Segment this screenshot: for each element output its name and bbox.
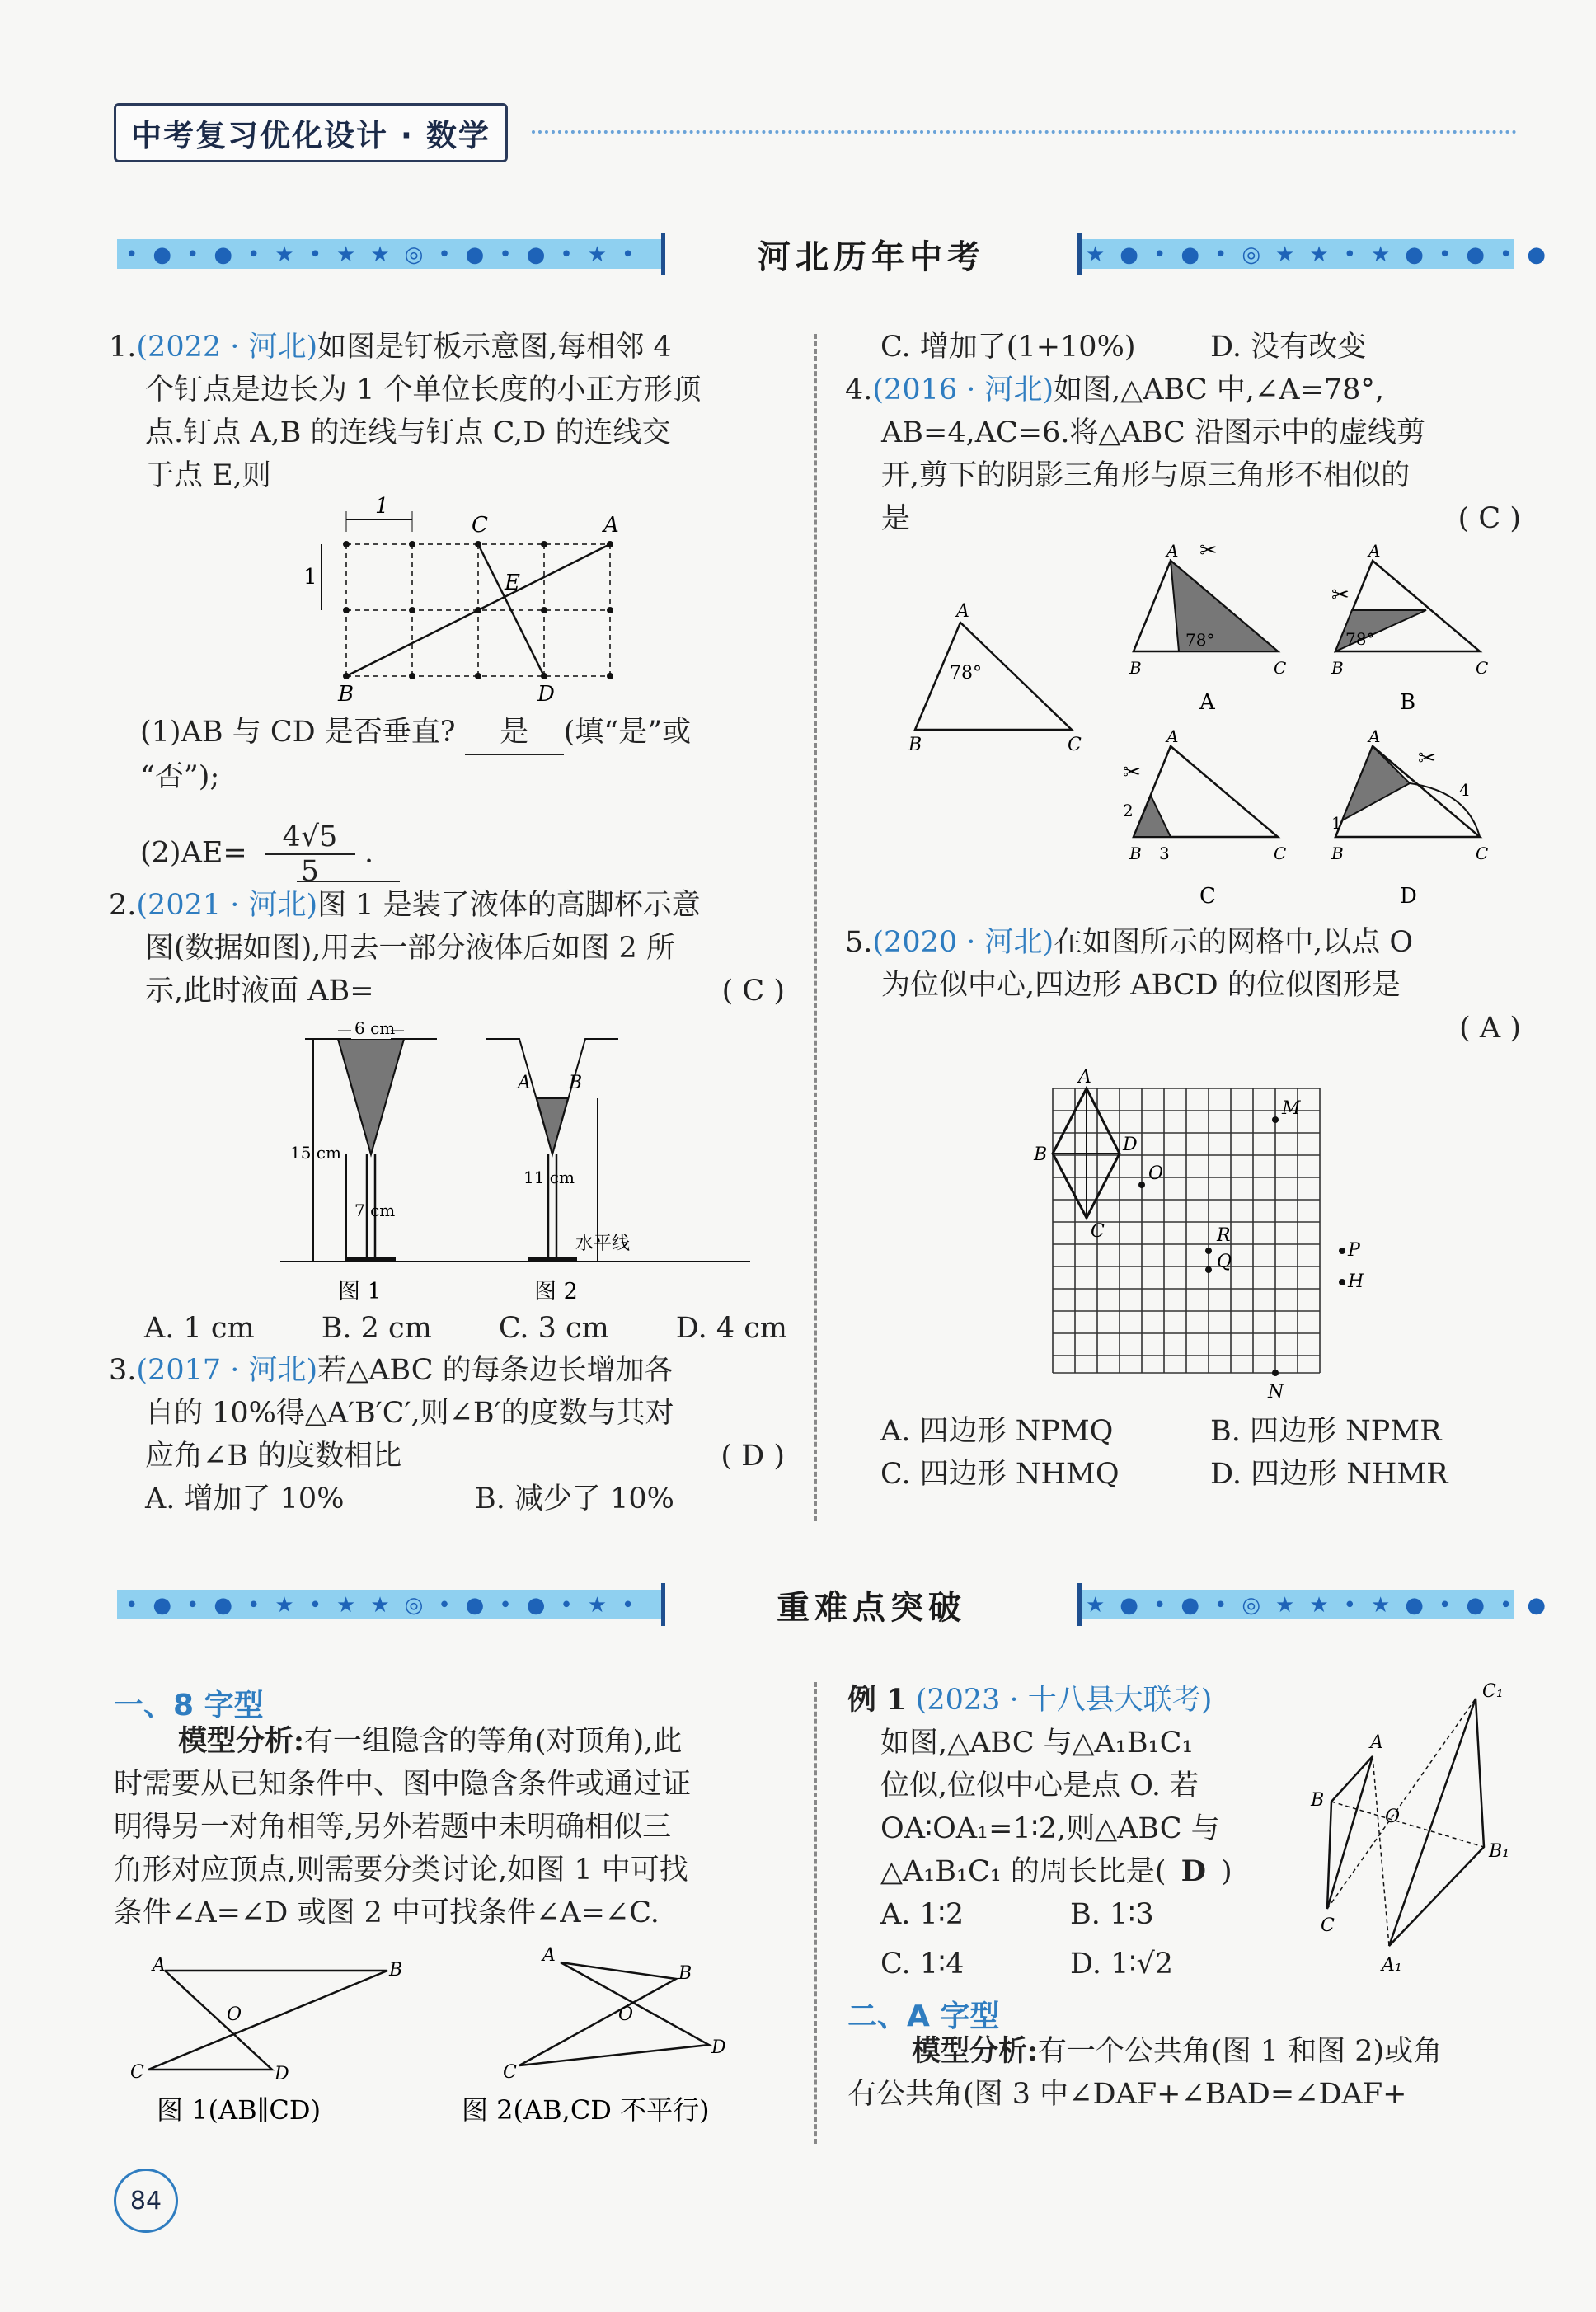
q5-label-a: A [1078, 1067, 1091, 1088]
svg-text:A: A [1166, 541, 1179, 561]
q2-option-c: C. 3 cm [498, 1312, 609, 1345]
q3-stem-line3: 应角∠B 的度数相比 [145, 1440, 402, 1473]
q1-pegboard-figure [289, 495, 635, 709]
q4-orig-label-a: A [956, 601, 969, 622]
heading-8-shape: 一、8 字型 [114, 1689, 264, 1722]
section-title-history: 河北历年中考 [661, 233, 1082, 275]
q4-caption-c: C [1199, 884, 1216, 909]
model-8-line4: 角形对应顶点,则需要分类讨论,如图 1 中可找 [114, 1854, 688, 1887]
q1-label-one-top: 1 [375, 494, 389, 519]
model-8-line2: 时需要从已知条件中、图中隐含条件或通过证 [114, 1768, 692, 1801]
q2-options [144, 1307, 787, 1350]
q1-part1-answer: 是 [465, 711, 564, 755]
fig1-label-o: O [227, 2004, 242, 2025]
q3-option-c: C. 增加了(1+10%) [880, 331, 1136, 364]
q2-label-6cm: 6 cm [354, 1018, 396, 1038]
q2-caption-fig1: 图 1 [338, 1279, 382, 1304]
q4-stem-line2: AB=4,AC=6.将△ABC 沿图示中的虚线剪 [881, 416, 1425, 449]
fig1-label-a: A [153, 1955, 166, 1976]
q5-grid-figure [1030, 1067, 1364, 1406]
q2-option-b: B. 2 cm [321, 1312, 432, 1345]
fig2-label-c: C [503, 2062, 517, 2083]
fig1-caption: 图 1(AB∥CD) [157, 2094, 322, 2126]
question-3 [109, 1349, 785, 1520]
section-band-difficult [117, 1583, 1561, 1627]
svg-text:B: B [1129, 658, 1142, 678]
q3-source: (2017 · 河北) [136, 1354, 318, 1387]
example-1 [847, 1679, 1342, 1985]
q4-orig-angle: 78° [950, 663, 982, 684]
q4-triangle-figure [890, 538, 1517, 923]
q2-answer: ( C ) [721, 975, 785, 1008]
svg-text:B: B [1331, 844, 1344, 863]
svg-text:78°: 78° [1345, 629, 1375, 649]
q5-label-h: H [1348, 1271, 1364, 1292]
q5-label-p: P [1348, 1240, 1360, 1261]
example1-option-a: A. 1∶2 [880, 1898, 965, 1931]
q5-label-m: M [1282, 1098, 1301, 1119]
q4-orig-label-b: B [908, 735, 922, 755]
q1-label-a: A [603, 513, 619, 538]
q4-stem: 如图,△ABC 中,∠A=78°, [1054, 374, 1384, 406]
question-5 [845, 921, 1521, 1050]
example1-line4: △A₁B₁C₁ 的周长比是( [880, 1855, 1166, 1888]
svg-text:C: C [1274, 658, 1287, 678]
band-dots-left: •●•●•★•★★◎•●•●•★• [125, 242, 650, 267]
q1-part2 [140, 820, 486, 888]
example1-answer: D [1181, 1854, 1206, 1888]
q5-label-n: N [1268, 1382, 1284, 1403]
q2-label-15cm: 15 cm [290, 1143, 341, 1163]
q1-part2-end: . [364, 836, 374, 870]
q4-number: 4. [845, 374, 873, 406]
svg-text:✂: ✂ [1418, 746, 1436, 771]
q3-answer: ( D ) [721, 1440, 785, 1473]
q5-label-d: D [1123, 1135, 1138, 1155]
q1-part1-text: (1)AB 与 CD 是否垂直? [140, 716, 456, 749]
q5-options [880, 1410, 1523, 1496]
svg-text:A: A [1368, 541, 1381, 561]
example1-source: (2023 · 十八县大联考) [915, 1684, 1213, 1717]
model-a-line1: 有一个公共角(图 1 和图 2)或角 [1037, 2035, 1443, 2068]
q5-label-r: R [1217, 1225, 1231, 1246]
svg-text:✂: ✂ [1331, 583, 1350, 608]
q4-caption-b: B [1400, 690, 1416, 715]
example1-line1: 如图,△ABC 与△A₁B₁C₁ [880, 1727, 1194, 1760]
q4-stem-line4: 是 [881, 502, 911, 535]
column-separator-2 [814, 1682, 817, 2144]
q2-caption-fig2: 图 2 [534, 1279, 578, 1304]
model-label-8: 模型分析: [178, 1724, 304, 1758]
q2-option-d: D. 4 cm [675, 1312, 787, 1345]
example1-label-b: B [1311, 1790, 1325, 1811]
q3-stem-line2: 自的 10%得△A′B′C′,则∠B′的度数与其对 [145, 1397, 674, 1430]
question-1 [109, 326, 785, 497]
svg-text:✂: ✂ [1199, 538, 1218, 563]
svg-text:C: C [1274, 844, 1287, 863]
q1-part1-note: (填“是”或 [563, 716, 692, 749]
fig2-label-b: B [678, 1963, 692, 1984]
q5-label-b: B [1034, 1144, 1048, 1165]
q2-option-a: A. 1 cm [144, 1312, 255, 1345]
q4-label-3: 3 [1159, 844, 1170, 863]
q5-label-c: C [1091, 1221, 1105, 1242]
example1-label-a: A [1370, 1732, 1383, 1753]
q5-option-a: A. 四边形 NPMQ [880, 1415, 1114, 1448]
fig2-label-o: O [618, 2004, 634, 2025]
model-8-line3: 明得另一对角相等,另外若题中未明确相似三 [114, 1811, 672, 1844]
q4-orig-label-c: C [1068, 735, 1082, 755]
fig1-label-b: B [389, 1960, 403, 1981]
q4-stem-line3: 开,剪下的阴影三角形与原三角形不相似的 [881, 459, 1411, 492]
model-a-line2: 有公共角(图 3 中∠DAF+∠BAD=∠DAF+ [847, 2078, 1407, 2111]
q5-label-o: O [1148, 1163, 1164, 1184]
example1-label-o: O [1385, 1807, 1401, 1827]
section-band-history [117, 233, 1561, 276]
q1-label-c: C [472, 513, 488, 538]
q4-caption-d: D [1400, 884, 1417, 909]
example1-label: 例 1 [847, 1683, 907, 1717]
q1-part2-numerator: 4√5 [265, 820, 355, 855]
question-2 [109, 884, 785, 1013]
book-title: 中考复习优化设计 · 数学 [114, 103, 508, 162]
band-dots-right: ★●•●•◎★★•★●•●•● [1086, 242, 1561, 267]
fig1-label-d: D [275, 2064, 289, 2084]
q4-label-2: 2 [1123, 801, 1134, 820]
q1-source: (2022 · 河北) [136, 331, 318, 364]
q1-answer-underline [297, 881, 400, 882]
q3-option-a: A. 增加了 10% [145, 1483, 345, 1515]
q4-answer: ( C ) [1458, 502, 1521, 535]
example1-line3: OA∶OA₁=1∶2,则△ABC 与 [880, 1812, 1220, 1845]
q1-part1 [140, 711, 791, 798]
fig2-caption: 图 2(AB,CD 不平行) [462, 2094, 710, 2126]
q1-label-b: B [338, 682, 354, 707]
q1-part1-note2: “否”); [140, 760, 220, 793]
segment-cd [478, 544, 544, 676]
section-title-difficult: 重难点突破 [661, 1583, 1082, 1626]
band2-dots-right: ★●•●•◎★★•★●•●•● [1086, 1593, 1561, 1618]
q4-label-4: 4 [1459, 780, 1470, 800]
q3-options-cd [880, 326, 1523, 369]
example1-label-c1: C₁ [1482, 1681, 1504, 1702]
q1-stem-line2: 个钉点是边长为 1 个单位长度的小正方形顶 [145, 374, 702, 406]
svg-text:A: A [1368, 726, 1381, 746]
q1-label-one-left: 1 [303, 565, 317, 590]
example1-label-a1: A₁ [1382, 1955, 1402, 1976]
q4-caption-a: A [1199, 690, 1215, 715]
q1-stem: 如图是钉板示意图,每相邻 4 [317, 331, 672, 364]
heading-a-shape: 二、A 字型 [847, 2000, 1000, 2033]
svg-text:A: A [1166, 726, 1179, 746]
q1-label-e: E [505, 571, 520, 595]
q4-label-1: 1 [1331, 813, 1342, 833]
svg-text:C: C [1476, 844, 1489, 863]
example1-close: ) [1220, 1855, 1232, 1888]
q1-stem-line4: 于点 E,则 [145, 459, 271, 492]
example1-option-d: D. 1∶√2 [1070, 1948, 1174, 1981]
fig2-label-d: D [711, 2037, 726, 2058]
q4-source: (2016 · 河北) [872, 374, 1054, 406]
q5-answer: ( A ) [1459, 1012, 1521, 1045]
q2-goblet-figure [272, 1014, 767, 1311]
band2-dots-left: •●•●•★•★★◎•●•●•★• [125, 1593, 650, 1618]
example1-figure [1294, 1682, 1525, 1979]
fig2-label-a: A [542, 1945, 556, 1966]
q2-source: (2021 · 河北) [136, 889, 318, 922]
page-number: 84 [114, 2169, 178, 2233]
example1-option-b: B. 1∶3 [1070, 1898, 1154, 1931]
q2-label-a: A [518, 1073, 531, 1093]
svg-text:78°: 78° [1185, 630, 1215, 650]
model-8-line5: 条件∠A=∠D 或图 2 中可找条件∠A=∠C. [114, 1896, 660, 1929]
q5-option-c: C. 四边形 NHMQ [880, 1458, 1120, 1491]
q1-number: 1. [109, 331, 137, 364]
svg-text:C: C [1476, 658, 1489, 678]
svg-text:✂: ✂ [1123, 760, 1141, 785]
q2-stem-line3: 示,此时液面 AB= [145, 975, 374, 1008]
example1-line2: 位似,位似中心是点 O. 若 [880, 1769, 1199, 1802]
model-analysis-8 [114, 1720, 790, 1934]
q2-stem: 图 1 是装了液体的高脚杯示意 [317, 889, 701, 922]
question-4 [845, 369, 1521, 540]
q1-stem-line3: 点.钉点 A,B 的连线与钉点 C,D 的连线交 [145, 416, 671, 449]
q2-label-7cm: 7 cm [354, 1201, 396, 1220]
q3-option-b: B. 减少了 10% [475, 1483, 674, 1515]
q5-label-q: Q [1217, 1252, 1232, 1272]
header-dotted-rule [532, 130, 1517, 134]
q5-option-d: D. 四边形 NHMR [1210, 1458, 1448, 1491]
example1-label-c: C [1321, 1915, 1335, 1936]
figure-8-shape [124, 1946, 800, 2144]
q1-part2-denominator: 5 [300, 855, 320, 888]
q5-option-b: B. 四边形 NPMR [1210, 1415, 1442, 1448]
q5-stem: 在如图所示的网格中,以点 O [1054, 926, 1414, 959]
example1-label-b1: B₁ [1489, 1841, 1509, 1862]
svg-text:B: B [1331, 658, 1344, 678]
q5-number: 5. [845, 926, 873, 959]
q3-option-d: D. 没有改变 [1210, 331, 1367, 364]
model-8-line1: 有一组隐含的等角(对顶角),此 [303, 1725, 683, 1758]
svg-text:B: B [1129, 844, 1142, 863]
q1-part2-fraction [265, 820, 355, 888]
q2-label-level: 水平线 [575, 1234, 631, 1254]
column-separator [814, 334, 817, 1521]
q1-label-d: D [537, 682, 555, 707]
q2-number: 2. [109, 889, 137, 922]
q2-label-11cm: 11 cm [523, 1168, 575, 1187]
q1-part2-text: (2)AE= [140, 836, 247, 870]
example1-option-c: C. 1∶4 [880, 1948, 965, 1981]
q3-number: 3. [109, 1354, 137, 1387]
q3-stem: 若△ABC 的每条边长增加各 [317, 1354, 674, 1387]
model-analysis-a [847, 2030, 1523, 2116]
q5-stem-line2: 为位似中心,四边形 ABCD 的位似图形是 [881, 969, 1401, 1002]
q5-source: (2020 · 河北) [872, 926, 1054, 959]
fig1-label-c: C [130, 2062, 144, 2083]
model-label-a: 模型分析: [912, 2034, 1038, 2068]
q2-label-b: B [569, 1073, 583, 1093]
q2-stem-line2: 图(数据如图),用去一部分液体后如图 2 所 [145, 932, 675, 965]
